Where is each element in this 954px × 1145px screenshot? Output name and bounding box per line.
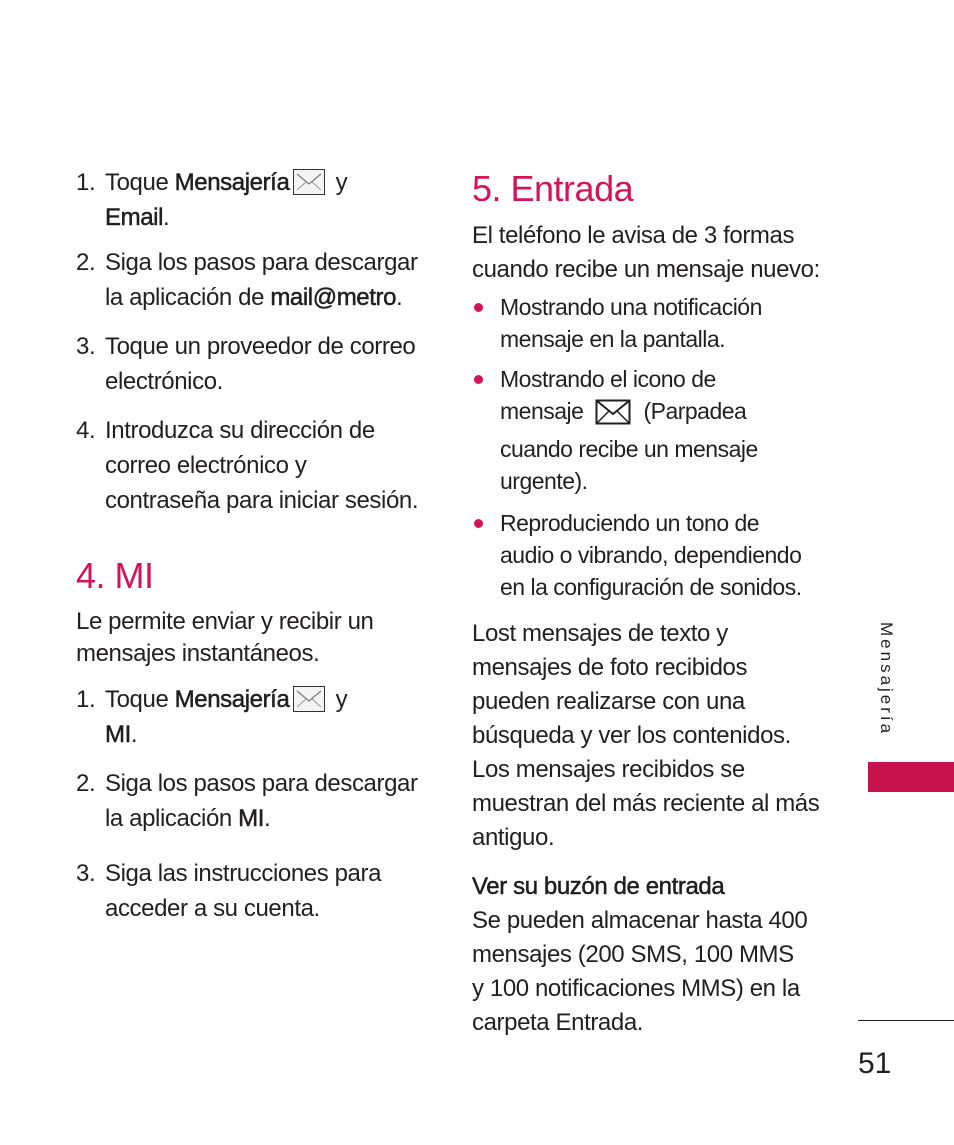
list-item: 1. Toque Mensajería y MI. <box>76 686 348 748</box>
bullet-icon <box>474 519 483 528</box>
subheading-inbox: Ver su buzón de entrada <box>472 873 725 900</box>
side-tab-marker <box>868 762 954 792</box>
list-item: Mostrando el icono de mensaje (Parpadea cuando recibe un mensaje urgente). <box>472 363 832 497</box>
envelope-icon <box>293 169 325 195</box>
side-tab-label: Mensajería <box>877 622 896 737</box>
list-item: 4. Introduzca su dirección de correo electrónico y contraseña para iniciar sesión. <box>76 417 419 514</box>
menu-label: Mensajería <box>174 686 290 713</box>
bullet-icon <box>474 303 483 312</box>
mi-steps <box>76 682 426 926</box>
list-item: Mostrando una notificación mensaje en la pantalla. <box>472 291 832 355</box>
inbox-paragraph: Lost mensajes de texto y mensajes de foto recibidos pueden realizarse con una búsqueda y ver los contenidos. Los mensajes recibidos se muestran del más reciente al más antiguo. <box>472 620 820 851</box>
list-item: 3. Toque un proveedor de correo electrónico. <box>76 333 416 395</box>
email-steps <box>76 165 426 518</box>
envelope-icon <box>293 686 325 712</box>
list-item: 2. Siga los pasos para descargar la aplicación MI. <box>76 770 418 832</box>
footer-divider <box>858 1020 954 1021</box>
storage-paragraph: Se pueden almacenar hasta 400 mensajes (200 SMS, 100 MMS y 100 notificaciones MMS) en la carpeta Entrada. <box>472 907 808 1036</box>
list-item: 2. Siga los pasos para descargar la aplicación de mail@metro. <box>76 249 418 311</box>
mi-intro: Le permite enviar y recibir un mensajes instantáneos. <box>76 608 374 667</box>
page-number: 51 <box>858 1047 892 1080</box>
envelope-icon <box>595 399 631 433</box>
list-item: 3. Siga las instrucciones para acceder a su cuenta. <box>76 860 382 922</box>
list-item: Reproduciendo un tono de audio o vibrando, dependiendo en la configuración de sonidos. <box>472 507 832 603</box>
list-item: 1. Toque Mensajería y Email. <box>76 169 348 231</box>
menu-label: Mensajería <box>174 169 290 196</box>
left-column <box>76 165 426 926</box>
section-heading-mi: 4. MI <box>76 555 154 596</box>
section-heading-entrada: 5. Entrada <box>472 168 634 209</box>
bullet-icon <box>474 375 483 384</box>
notification-methods <box>472 291 832 603</box>
right-column <box>472 165 832 1040</box>
entrada-intro: El teléfono le avisa de 3 formas cuando recibe un mensaje nuevo: <box>472 222 820 283</box>
